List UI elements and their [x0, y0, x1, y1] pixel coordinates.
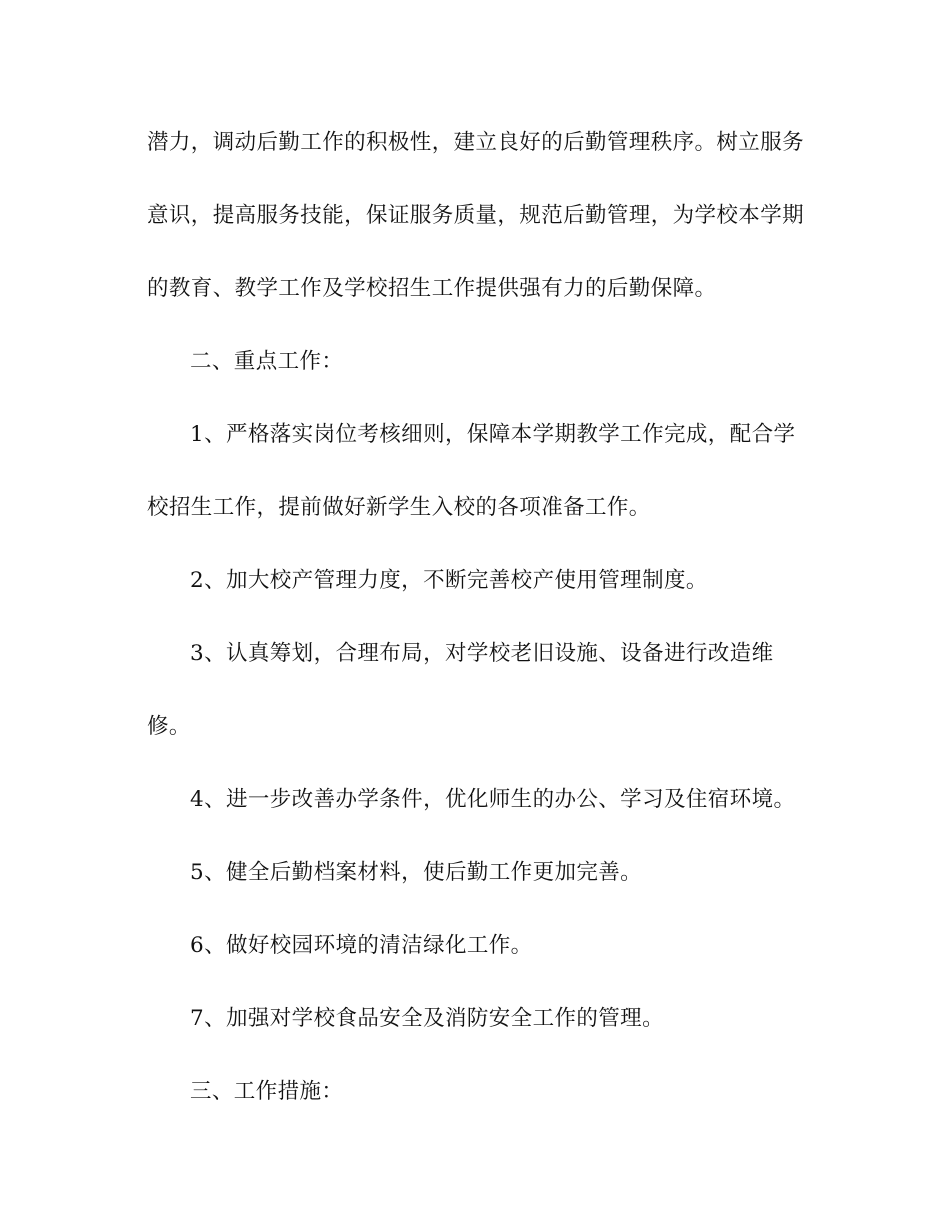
section-heading-measures: 三、工作措施：	[190, 1079, 344, 1104]
list-item-1-continuation: 校招生工作，提前做好新学生入校的各项准备工作。	[147, 495, 651, 520]
list-item-6: 6、做好校园环境的清洁绿化工作。	[190, 933, 533, 958]
body-text-line: 的教育、教学工作及学校招生工作提供强有力的后勤保障。	[147, 276, 717, 301]
list-item-3-continuation: 修。	[147, 714, 191, 739]
list-item-3: 3、认真筹划，合理布局，对学校老旧设施、设备进行改造维	[190, 641, 774, 666]
list-item-1: 1、严格落实岗位考核细则，保障本学期教学工作完成，配合学	[190, 422, 796, 447]
list-item-4: 4、进一步改善办学条件，优化师生的办公、学习及住宿环境。	[190, 787, 796, 812]
list-item-2: 2、加大校产管理力度，不断完善校产使用管理制度。	[190, 568, 708, 593]
list-item-5: 5、健全后勤档案材料，使后勤工作更加完善。	[190, 860, 643, 885]
section-heading-key-work: 二、重点工作：	[190, 349, 344, 374]
body-text-line: 意识，提高服务技能，保证服务质量，规范后勤管理，为学校本学期	[147, 203, 805, 228]
body-text-line: 潜力，调动后勤工作的积极性，建立良好的后勤管理秩序。树立服务	[147, 130, 805, 155]
list-item-7: 7、加强对学校食品安全及消防安全工作的管理。	[190, 1006, 664, 1031]
